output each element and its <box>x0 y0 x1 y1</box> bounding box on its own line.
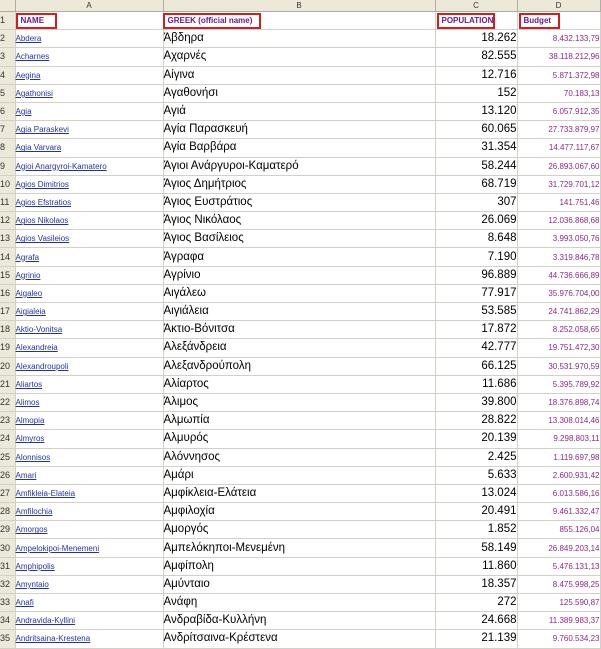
cell-greek-name[interactable]: Αλμωπία <box>163 412 435 430</box>
row-number[interactable]: 2 <box>0 30 15 48</box>
cell-population[interactable]: 272 <box>435 594 517 612</box>
cell-name[interactable]: Almopia <box>15 412 163 430</box>
cell-population[interactable]: 11.686 <box>435 375 517 393</box>
column-header-c[interactable]: C <box>435 0 517 12</box>
cell-population[interactable]: 96.889 <box>435 266 517 284</box>
cell-greek-name[interactable]: Αλμυρός <box>163 430 435 448</box>
row-number[interactable]: 22 <box>0 393 15 411</box>
column-header-a[interactable]: A <box>15 0 163 12</box>
table-row <box>0 248 600 266</box>
cell-population[interactable]: 13.120 <box>435 102 517 120</box>
cell-name[interactable]: Aigialeia <box>15 303 163 321</box>
cell-name[interactable]: Agios Vasileios <box>15 230 163 248</box>
cell-budget[interactable]: 5.476.131,13 <box>517 557 600 575</box>
population-header: POPULATION <box>437 13 495 29</box>
table-row <box>0 321 600 339</box>
cell-population[interactable]: 152 <box>435 84 517 102</box>
cell-name[interactable]: Acharnes <box>15 48 163 66</box>
cell-greek-name[interactable]: Αλεξάνδρεια <box>163 339 435 357</box>
cell-greek-name[interactable]: Άγιος Δημήτριος <box>163 175 435 193</box>
table-row <box>0 594 600 612</box>
cell-population[interactable]: 1.852 <box>435 521 517 539</box>
cell-budget[interactable]: 6.057.912,35 <box>517 102 600 120</box>
cell-greek-name[interactable]: Αλίαρτος <box>163 375 435 393</box>
cell-name[interactable]: Agioi Anargyroi-Kamatero <box>15 157 163 175</box>
cell-name[interactable]: Agios Nikolaos <box>15 212 163 230</box>
cell-name[interactable]: Aigaleo <box>15 284 163 302</box>
cell-greek-name[interactable]: Αμύνταιο <box>163 575 435 593</box>
cell-budget[interactable]: 35.976.704,00 <box>517 284 600 302</box>
cell-greek-name[interactable]: Αμφιλοχία <box>163 503 435 521</box>
cell-budget[interactable]: 141.751,46 <box>517 193 600 211</box>
select-all-corner[interactable] <box>0 0 15 12</box>
cell-name[interactable]: Amari <box>15 466 163 484</box>
cell-population[interactable]: 26.069 <box>435 212 517 230</box>
row-number[interactable]: 12 <box>0 212 15 230</box>
cell-greek-name[interactable]: Αίγινα <box>163 66 435 84</box>
cell-budget[interactable]: 8.432.133,79 <box>517 30 600 48</box>
cell-name[interactable]: Andravida-Kyllini <box>15 612 163 630</box>
cell-budget[interactable]: 14.477.117,67 <box>517 139 600 157</box>
greek-header: GREEK (official name) <box>163 13 261 29</box>
cell-name[interactable]: Anafi <box>15 594 163 612</box>
cell-population[interactable]: 11.860 <box>435 557 517 575</box>
table-row <box>0 339 600 357</box>
cell-budget[interactable]: 18.376.898,74 <box>517 393 600 411</box>
cell-population[interactable]: 13.024 <box>435 484 517 502</box>
cell-population[interactable]: 17.872 <box>435 321 517 339</box>
cell-population[interactable]: 58.149 <box>435 539 517 557</box>
row-number[interactable]: 14 <box>0 248 15 266</box>
table-row-header <box>0 12 600 30</box>
cell-greek-name[interactable]: Άλιμος <box>163 393 435 411</box>
cell-budget[interactable]: 6.013.586,16 <box>517 484 600 502</box>
cell-name[interactable]: Ampelokipoi-Menemeni <box>15 539 163 557</box>
table-row <box>0 484 600 502</box>
cell-name[interactable]: Alexandreia <box>15 339 163 357</box>
row-number[interactable]: 5 <box>0 84 15 102</box>
row-number[interactable]: 16 <box>0 284 15 302</box>
cell-budget[interactable]: 1.119.697,98 <box>517 448 600 466</box>
cell-population[interactable]: 39.800 <box>435 393 517 411</box>
cell-name[interactable]: Almyros <box>15 430 163 448</box>
row-number[interactable]: 23 <box>0 412 15 430</box>
cell-population[interactable]: 18.262 <box>435 30 517 48</box>
table-row <box>0 84 600 102</box>
cell-budget[interactable]: 13.308.014,46 <box>517 412 600 430</box>
cell-greek-name[interactable]: Αγρίνιο <box>163 266 435 284</box>
cell-greek-name[interactable]: Αιγιάλεια <box>163 303 435 321</box>
table-row <box>0 212 600 230</box>
cell-greek-name[interactable]: Ανδρίτσαινα-Κρέστενα <box>163 630 435 648</box>
cell-population[interactable]: 307 <box>435 193 517 211</box>
cell-name[interactable]: Agathonisi <box>15 84 163 102</box>
cell-name[interactable]: Aktio-Vonitsa <box>15 321 163 339</box>
cell-population[interactable]: 42.777 <box>435 339 517 357</box>
cell-population[interactable]: 58.244 <box>435 157 517 175</box>
cell-budget[interactable]: 19.751.472,30 <box>517 339 600 357</box>
cell-name[interactable]: Alonnisos <box>15 448 163 466</box>
cell-population-header[interactable] <box>435 12 517 30</box>
cell-budget[interactable]: 9.461.332,47 <box>517 503 600 521</box>
cell-name[interactable]: Agia Varvara <box>15 139 163 157</box>
cell-budget[interactable]: 70.183,13 <box>517 84 600 102</box>
row-number[interactable]: 29 <box>0 521 15 539</box>
cell-greek-name[interactable]: Αιγάλεω <box>163 284 435 302</box>
cell-name[interactable]: Agrafa <box>15 248 163 266</box>
cell-budget[interactable]: 26.893.067,60 <box>517 157 600 175</box>
row-number[interactable]: 31 <box>0 557 15 575</box>
row-number[interactable]: 27 <box>0 484 15 502</box>
cell-population[interactable]: 60.065 <box>435 121 517 139</box>
cell-greek-name[interactable]: Άγραφα <box>163 248 435 266</box>
table-row <box>0 466 600 484</box>
cell-greek-header[interactable] <box>163 12 435 30</box>
cell-budget[interactable]: 31.729.701,12 <box>517 175 600 193</box>
table-row <box>0 230 600 248</box>
cell-population[interactable]: 77.917 <box>435 284 517 302</box>
cell-name[interactable]: Agios Efstratios <box>15 193 163 211</box>
cell-budget[interactable]: 30.531.970,59 <box>517 357 600 375</box>
name-header: NAME <box>16 13 57 29</box>
table-row <box>0 630 600 648</box>
cell-population[interactable]: 8.648 <box>435 230 517 248</box>
cell-greek-name[interactable]: Αχαρνές <box>163 48 435 66</box>
cell-name[interactable]: Amphipolis <box>15 557 163 575</box>
cell-name[interactable]: Agia Paraskevi <box>15 121 163 139</box>
cell-budget[interactable]: 44.736.666,89 <box>517 266 600 284</box>
cell-name[interactable]: Agia <box>15 102 163 120</box>
row-number[interactable]: 18 <box>0 321 15 339</box>
cell-budget[interactable]: 5.395.789,92 <box>517 375 600 393</box>
cell-budget-header[interactable] <box>517 12 600 30</box>
row-number[interactable]: 25 <box>0 448 15 466</box>
cell-population[interactable]: 31.354 <box>435 139 517 157</box>
row-number[interactable]: 3 <box>0 48 15 66</box>
row-number[interactable]: 19 <box>0 339 15 357</box>
cell-name[interactable]: Amyntaio <box>15 575 163 593</box>
cell-budget[interactable]: 9.298.803,11 <box>517 430 600 448</box>
cell-budget[interactable]: 125.590,87 <box>517 594 600 612</box>
row-number[interactable]: 1 <box>0 12 15 30</box>
row-number[interactable]: 8 <box>0 139 15 157</box>
table-row <box>0 612 600 630</box>
row-number[interactable]: 28 <box>0 503 15 521</box>
row-number[interactable]: 6 <box>0 102 15 120</box>
table-row <box>0 30 600 48</box>
cell-greek-name[interactable]: Αγιά <box>163 102 435 120</box>
cell-greek-name[interactable]: Αμφίπολη <box>163 557 435 575</box>
row-number[interactable]: 34 <box>0 612 15 630</box>
cell-population[interactable]: 82.555 <box>435 48 517 66</box>
cell-greek-name[interactable]: Άκτιο-Βόνιτσα <box>163 321 435 339</box>
cell-budget[interactable]: 38.118.212,96 <box>517 48 600 66</box>
cell-population[interactable]: 18.357 <box>435 575 517 593</box>
table-row <box>0 102 600 120</box>
table-row <box>0 393 600 411</box>
row-number[interactable]: 7 <box>0 121 15 139</box>
table-row <box>0 175 600 193</box>
cell-greek-name[interactable]: Αμφίκλεια-Ελάτεια <box>163 484 435 502</box>
table-row <box>0 503 600 521</box>
table-row <box>0 121 600 139</box>
cell-budget[interactable]: 12.036.868,68 <box>517 212 600 230</box>
table-row <box>0 448 600 466</box>
cell-greek-name[interactable]: Αλεξανδρούπολη <box>163 357 435 375</box>
table-row <box>0 539 600 557</box>
row-number[interactable]: 13 <box>0 230 15 248</box>
table-row <box>0 193 600 211</box>
cell-budget[interactable]: 5.871.372,98 <box>517 66 600 84</box>
cell-population[interactable]: 66.125 <box>435 357 517 375</box>
cell-greek-name[interactable]: Άβδηρα <box>163 30 435 48</box>
cell-name-header[interactable] <box>15 12 163 30</box>
cell-name[interactable]: Alimos <box>15 393 163 411</box>
budget-header: Budget <box>519 13 560 29</box>
cell-name[interactable]: Agrinio <box>15 266 163 284</box>
cell-population[interactable]: 53.585 <box>435 303 517 321</box>
row-number[interactable]: 4 <box>0 66 15 84</box>
cell-name[interactable]: Amorgos <box>15 521 163 539</box>
cell-greek-name[interactable]: Αγαθονήσι <box>163 84 435 102</box>
cell-greek-name[interactable]: Ανδραβίδα-Κυλλήνη <box>163 612 435 630</box>
cell-population[interactable]: 28.822 <box>435 412 517 430</box>
row-number[interactable]: 11 <box>0 193 15 211</box>
cell-budget[interactable]: 9.760.534,23 <box>517 630 600 648</box>
cell-population[interactable]: 12.716 <box>435 66 517 84</box>
column-header-b[interactable]: B <box>163 0 435 12</box>
cell-greek-name[interactable]: Άγιος Νικόλαος <box>163 212 435 230</box>
cell-budget[interactable]: 855.126,04 <box>517 521 600 539</box>
row-number[interactable]: 17 <box>0 303 15 321</box>
table-row <box>0 375 600 393</box>
cell-budget[interactable]: 24.741.862,29 <box>517 303 600 321</box>
row-number[interactable]: 30 <box>0 539 15 557</box>
cell-name[interactable]: Andritsaina-Krestena <box>15 630 163 648</box>
table-row <box>0 139 600 157</box>
cell-name[interactable]: Aliartos <box>15 375 163 393</box>
table-row <box>0 48 600 66</box>
row-number[interactable]: 35 <box>0 630 15 648</box>
cell-budget[interactable]: 3.319.846,78 <box>517 248 600 266</box>
cell-population[interactable]: 21.139 <box>435 630 517 648</box>
cell-name[interactable]: Agios Dimitrios <box>15 175 163 193</box>
row-number[interactable]: 9 <box>0 157 15 175</box>
cell-name[interactable]: Alexandroupoli <box>15 357 163 375</box>
cell-budget[interactable]: 3.993.050,76 <box>517 230 600 248</box>
cell-greek-name[interactable]: Άγιοι Ανάργυροι-Καματερό <box>163 157 435 175</box>
row-number[interactable]: 10 <box>0 175 15 193</box>
cell-budget[interactable]: 8.475.998,25 <box>517 575 600 593</box>
row-number[interactable]: 15 <box>0 266 15 284</box>
table-row <box>0 66 600 84</box>
cell-greek-name[interactable]: Άγιος Βασίλειος <box>163 230 435 248</box>
table-row <box>0 557 600 575</box>
row-number[interactable]: 20 <box>0 357 15 375</box>
cell-greek-name[interactable]: Αμπελόκηποι-Μενεμένη <box>163 539 435 557</box>
cell-population[interactable]: 5.633 <box>435 466 517 484</box>
cell-population[interactable]: 20.491 <box>435 503 517 521</box>
cell-greek-name[interactable]: Αμοργός <box>163 521 435 539</box>
cell-budget[interactable]: 26.849.203,14 <box>517 539 600 557</box>
cell-budget[interactable]: 11.389.983,37 <box>517 612 600 630</box>
cell-name[interactable]: Aegina <box>15 66 163 84</box>
table-row <box>0 266 600 284</box>
row-number[interactable]: 21 <box>0 375 15 393</box>
table-row <box>0 357 600 375</box>
cell-name[interactable]: Abdera <box>15 30 163 48</box>
row-number[interactable]: 24 <box>0 430 15 448</box>
cell-population[interactable]: 20.139 <box>435 430 517 448</box>
cell-greek-name[interactable]: Άγιος Ευστράτιος <box>163 193 435 211</box>
cell-greek-name[interactable]: Αλόννησος <box>163 448 435 466</box>
table-row <box>0 412 600 430</box>
table-row <box>0 284 600 302</box>
cell-greek-name[interactable]: Αμάρι <box>163 466 435 484</box>
cell-population[interactable]: 7.190 <box>435 248 517 266</box>
cell-budget[interactable]: 8.252.058,65 <box>517 321 600 339</box>
cell-greek-name[interactable]: Ανάφη <box>163 594 435 612</box>
row-number[interactable]: 32 <box>0 575 15 593</box>
table-row <box>0 303 600 321</box>
cell-name[interactable]: Amfilochia <box>15 503 163 521</box>
cell-name[interactable]: Amfikleia-Elateia <box>15 484 163 502</box>
cell-greek-name[interactable]: Αγία Παρασκευή <box>163 121 435 139</box>
cell-population[interactable]: 68.719 <box>435 175 517 193</box>
row-number[interactable]: 26 <box>0 466 15 484</box>
cell-population[interactable]: 2.425 <box>435 448 517 466</box>
cell-budget[interactable]: 27.733.879,97 <box>517 121 600 139</box>
table-row <box>0 521 600 539</box>
cell-budget[interactable]: 2.600.931,42 <box>517 466 600 484</box>
table-row <box>0 157 600 175</box>
table-row <box>0 575 600 593</box>
column-header-d[interactable]: D <box>517 0 600 12</box>
row-number[interactable]: 33 <box>0 594 15 612</box>
table-row <box>0 430 600 448</box>
cell-population[interactable]: 24.668 <box>435 612 517 630</box>
cell-greek-name[interactable]: Αγία Βαρβάρα <box>163 139 435 157</box>
